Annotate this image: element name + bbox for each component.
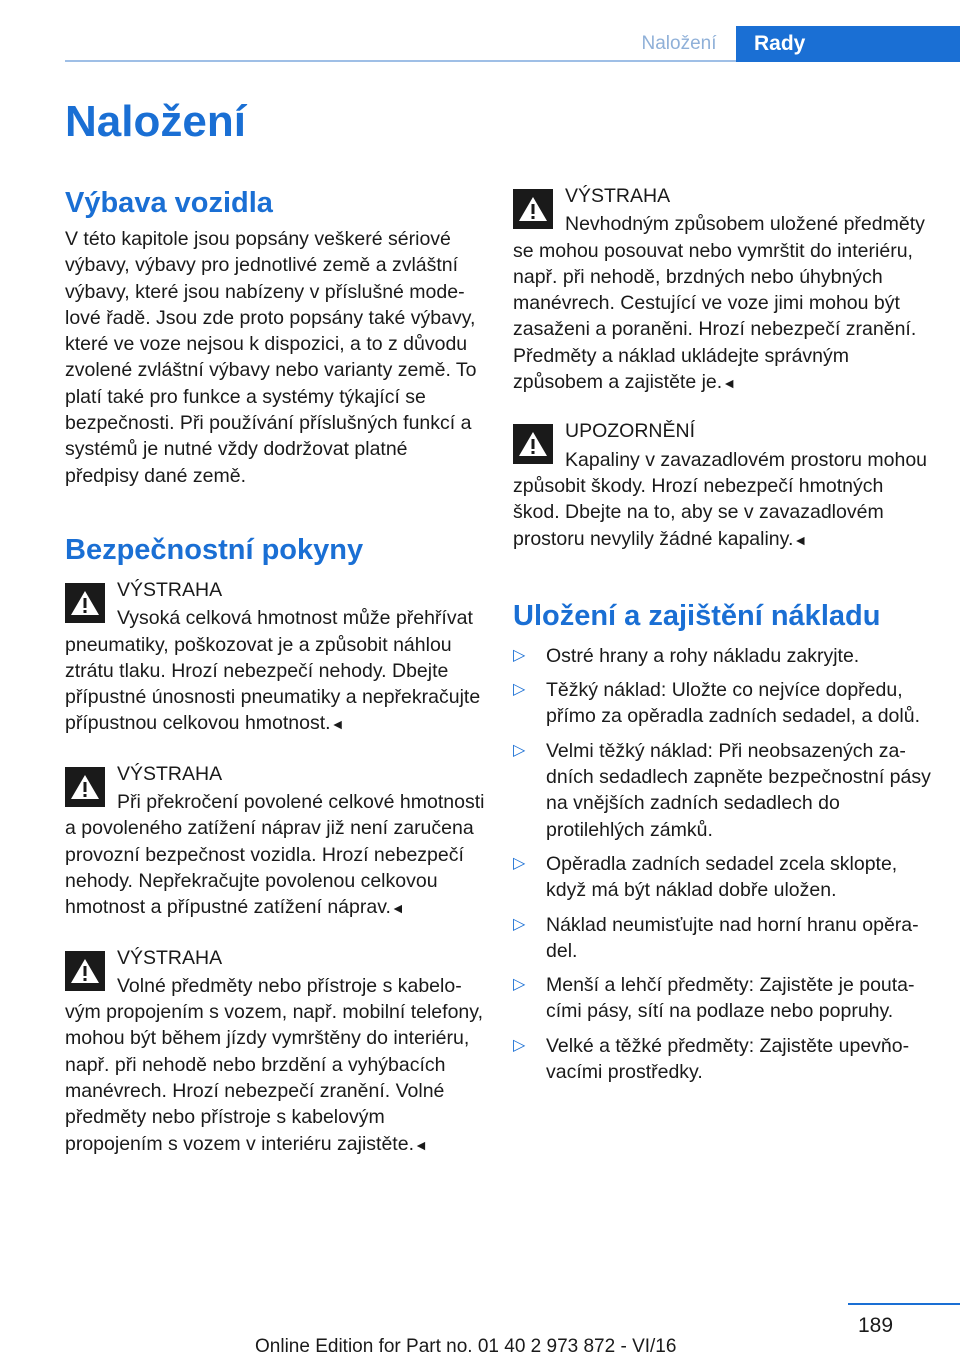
list-item: ▷ Opěradla zadních sedadel zcela sklopte, když má být náklad dobře uložen. — [513, 852, 898, 902]
tab-section[interactable]: Naložení — [641, 33, 717, 54]
warning-triangle-icon — [513, 189, 553, 229]
section-heading-safety: Bezpečnostní pokyny — [65, 533, 364, 566]
bullet-triangle-icon: ▷ — [513, 854, 526, 872]
warning-block — [65, 577, 485, 738]
edition-note: Online Edition for Part no. 01 40 2 973 872 - VI/16 — [255, 1336, 677, 1357]
bullet-triangle-icon: ▷ — [513, 915, 526, 933]
end-mark-icon: ◄ — [793, 531, 808, 548]
warning-block — [65, 945, 485, 1158]
right-column — [513, 183, 933, 1093]
section-heading-equipment: Výbava vozidla — [65, 187, 273, 219]
warning-title: VÝSTRAHA — [117, 946, 223, 969]
list-item: ▷ Ostré hrany a rohy nákladu zakryjte. — [513, 643, 933, 669]
end-mark-icon: ◄ — [330, 716, 345, 733]
list-item: ▷ Těžký náklad: Uložte co nejvíce dopředu, přímo za opěradla zadních sedadel, a dolů. — [513, 679, 920, 728]
cargo-list — [513, 643, 933, 1085]
warning-title: VÝSTRAHA — [117, 578, 223, 601]
bullet-triangle-icon: ▷ — [513, 1036, 526, 1054]
list-item: ▷ Náklad neumisťujte nad horní hranu opěradel. — [513, 913, 919, 962]
page-title: Naložení — [65, 97, 246, 146]
warning-title: VÝSTRAHA — [565, 185, 671, 207]
footer-rule — [848, 1303, 960, 1305]
tab-chapter[interactable]: Rady — [736, 26, 960, 62]
warning-triangle-icon — [65, 767, 105, 807]
end-mark-icon: ◄ — [722, 375, 737, 392]
left-column — [65, 182, 485, 1158]
bullet-triangle-icon: ▷ — [513, 646, 526, 664]
notice-text: Kapaliny v zavazadlovém prostoru mohou způsobit škody. Hrozí nebezpečí hmotných škod. Dbejte na to, aby se v zavazadlovém prostoru nevylily žádné kapaliny. — [513, 448, 928, 550]
warning-text: Vysoká celková hmotnost může přehřívat pneumatiky, poškozovat je a způsobit náhlou ztrátu tlaku. Hrozí nebezpečí nehody. Dbejte přípustné únosnosti pneumatiky a nepřekračujte přípustnou celkovou hmotnost. — [65, 607, 481, 735]
bullet-triangle-icon: ▷ — [513, 976, 526, 994]
notice-title: UPOZORNĚNÍ — [565, 420, 696, 443]
warning-triangle-icon — [65, 951, 105, 991]
list-item: ▷ Velké a těžké předměty: Zajistěte upevňovacími prostředky. — [513, 1034, 910, 1084]
notice-triangle-icon — [513, 424, 553, 464]
page-number: 189 — [858, 1314, 894, 1337]
list-item: ▷ Velmi těžký náklad: Při neobsazených zadních sedadlech zapněte bezpečnostní pásy na vnějších zadních sedadlech do protilehlých zámků. — [513, 739, 931, 841]
warning-text: Volné předměty nebo přístroje s kabelovým propojením s vozem, např. mobilní telefony, mohou být během jízdy vymrštěny do interiéru, např. při nehodě nebo brzdění a vyhýbacích manévrech. Hrozí nebezpečí zranění. Volné předměty nebo přístroje s kabelovým propojením s vozem v interiéru zajistěte. — [65, 974, 483, 1155]
end-mark-icon: ◄ — [390, 900, 405, 917]
bullet-triangle-icon: ▷ — [513, 741, 526, 759]
bullet-triangle-icon: ▷ — [513, 681, 526, 699]
warning-triangle-icon — [65, 583, 105, 623]
warning-text: Nevhodným způsobem uložené předměty se mohou posouvat nebo vymrštit do interiéru, např. při nehodě, brzdných nebo úhybných manévrech. Cestující ve voze jimi mohou být zasaženi a poraněni. Hrozí nebezpečí zranění. Předměty a náklad ukládejte správným způsobem a zajistěte je. — [513, 213, 925, 394]
warning-text: Při překročení povolené celkové hmotnosti a povoleného zatížení náprav již není zaručena provozní bezpečnost vozidla. Hrozí nebezpečí nehody. Nepřekračujte povolenou celkovou hmotnost a přípustné zatížení náprav. — [65, 791, 485, 919]
notice-block — [513, 418, 933, 552]
warning-title: VÝSTRAHA — [117, 762, 223, 785]
end-mark-icon: ◄ — [413, 1136, 428, 1153]
list-item: ▷ Menší a lehčí předměty: Zajistěte je poutacími pásy, sítí na podlaze nebo popruhy. — [513, 974, 915, 1023]
equipment-paragraph: V této kapitole jsou popsány veškeré sériové výbavy, výbavy pro jednotlivé země a zvláštní výbavy, které jsou nabízeny v příslušné modelové řadě. Jsou zde proto popsány také výbavy, které ve voze nejsou k dispozici, a to z důvodu zvolené zvláštní výbavy nebo varianty země. To platí také pro funkce a systémy týkající se bezpečnosti. Při používání příslušných funkcí a systémů je nutné vždy dodržovat platné předpisy dané země. — [65, 228, 477, 487]
warning-block — [65, 761, 485, 922]
warning-block — [513, 183, 933, 396]
section-heading-cargo: Uložení a zajištění nákladu — [513, 599, 881, 632]
